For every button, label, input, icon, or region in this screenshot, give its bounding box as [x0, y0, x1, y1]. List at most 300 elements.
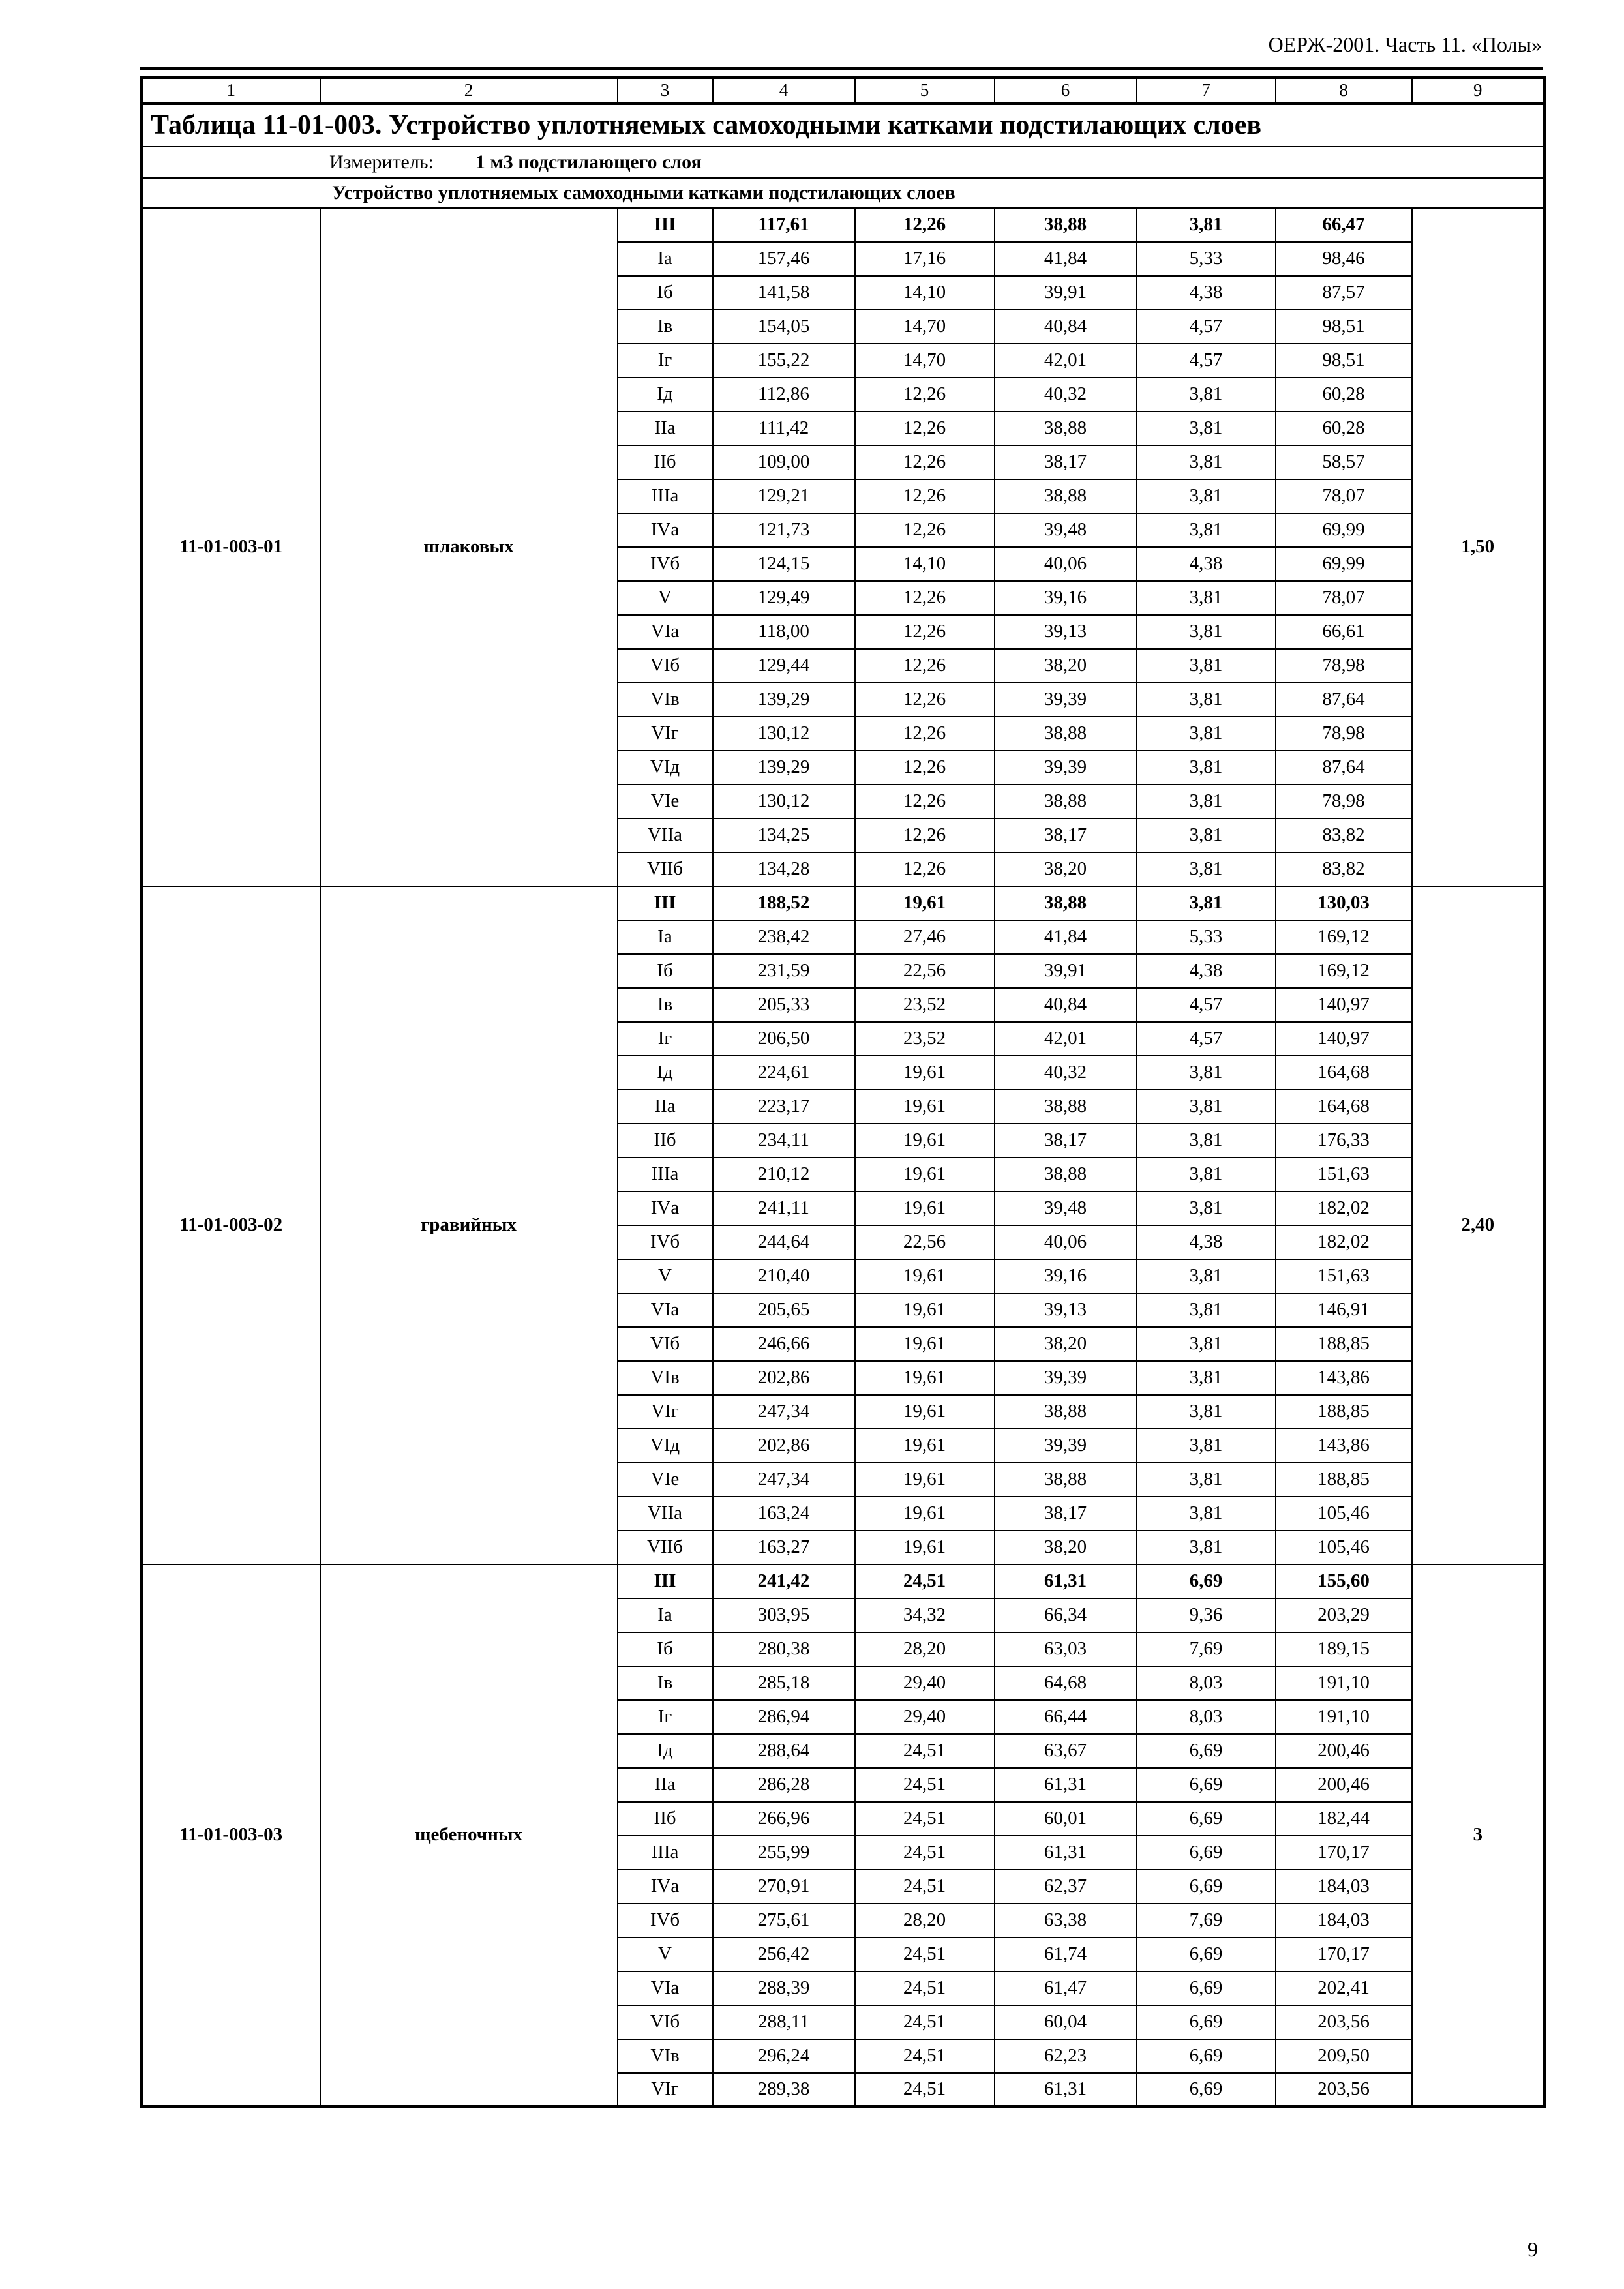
value-cell: 205,65	[713, 1293, 855, 1327]
zone-cell: IIб	[618, 445, 713, 479]
value-cell: 87,64	[1276, 683, 1412, 717]
value-cell: 170,17	[1276, 1836, 1412, 1870]
value-cell: 151,63	[1276, 1158, 1412, 1191]
norms-table	[140, 76, 1546, 2108]
value-cell: 19,61	[855, 1124, 995, 1158]
value-cell: 27,46	[855, 920, 995, 954]
value-cell: 3,81	[1137, 1124, 1276, 1158]
zone-cell: V	[618, 581, 713, 615]
value-cell: 202,86	[713, 1429, 855, 1463]
value-cell: 3,81	[1137, 852, 1276, 886]
value-cell: 40,32	[995, 1056, 1137, 1090]
value-cell: 60,01	[995, 1802, 1137, 1836]
value-cell: 41,84	[995, 242, 1137, 276]
value-cell: 39,91	[995, 954, 1137, 988]
value-cell: 38,88	[995, 479, 1137, 513]
value-cell: 78,98	[1276, 649, 1412, 683]
value-cell: 143,86	[1276, 1429, 1412, 1463]
value-cell: 12,26	[855, 818, 995, 852]
value-cell: 191,10	[1276, 1666, 1412, 1700]
column-number: 3	[618, 78, 713, 104]
column-number: 7	[1137, 78, 1276, 104]
value-cell: 238,42	[713, 920, 855, 954]
value-cell: 12,26	[855, 852, 995, 886]
value-cell: 129,49	[713, 581, 855, 615]
page-number: 9	[1527, 2237, 1538, 2261]
value-cell: 203,29	[1276, 1598, 1412, 1632]
value-cell: 14,10	[855, 276, 995, 310]
value-cell: 69,99	[1276, 513, 1412, 547]
value-cell: 22,56	[855, 1225, 995, 1259]
value-cell: 12,26	[855, 411, 995, 445]
value-cell: 4,38	[1137, 547, 1276, 581]
value-cell: 6,69	[1137, 1802, 1276, 1836]
value-cell: 288,39	[713, 1971, 855, 2005]
value-cell: 38,17	[995, 818, 1137, 852]
value-cell: 202,86	[713, 1361, 855, 1395]
table-row	[142, 208, 1545, 242]
value-cell: 40,06	[995, 1225, 1137, 1259]
value-cell: 170,17	[1276, 1937, 1412, 1971]
factor-cell: 3	[1412, 1564, 1545, 2107]
value-cell: 12,26	[855, 649, 995, 683]
value-cell: 3,81	[1137, 683, 1276, 717]
zone-cell: Iа	[618, 242, 713, 276]
value-cell: 40,32	[995, 378, 1137, 411]
value-cell: 109,00	[713, 445, 855, 479]
zone-cell: Iв	[618, 988, 713, 1022]
value-cell: 19,61	[855, 1259, 995, 1293]
value-cell: 24,51	[855, 2039, 995, 2073]
zone-cell: IVа	[618, 1870, 713, 1904]
value-cell: 34,32	[855, 1598, 995, 1632]
section-header: Устройство уплотняемых самоходными катками подстилающих слоев	[142, 178, 1545, 208]
value-cell: 24,51	[855, 1564, 995, 1598]
zone-cell: VIIб	[618, 852, 713, 886]
value-cell: 130,12	[713, 785, 855, 818]
value-cell: 3,81	[1137, 1361, 1276, 1395]
zone-cell: VIг	[618, 717, 713, 751]
column-numbers-row	[142, 78, 1545, 104]
value-cell: 12,26	[855, 751, 995, 785]
value-cell: 61,31	[995, 2073, 1137, 2107]
zone-cell: Iа	[618, 1598, 713, 1632]
value-cell: 66,47	[1276, 208, 1412, 242]
value-cell: 209,50	[1276, 2039, 1412, 2073]
value-cell: 3,81	[1137, 479, 1276, 513]
value-cell: 12,26	[855, 513, 995, 547]
value-cell: 24,51	[855, 1734, 995, 1768]
value-cell: 61,31	[995, 1836, 1137, 1870]
value-cell: 61,74	[995, 1937, 1137, 1971]
value-cell: 256,42	[713, 1937, 855, 1971]
value-cell: 3,81	[1137, 615, 1276, 649]
value-cell: 223,17	[713, 1090, 855, 1124]
value-cell: 275,61	[713, 1904, 855, 1937]
zone-cell: IIб	[618, 1802, 713, 1836]
value-cell: 169,12	[1276, 920, 1412, 954]
value-cell: 38,88	[995, 886, 1137, 920]
value-cell: 62,23	[995, 2039, 1137, 2073]
value-cell: 78,07	[1276, 479, 1412, 513]
value-cell: 6,69	[1137, 2073, 1276, 2107]
zone-cell: IIб	[618, 1124, 713, 1158]
zone-cell: IVа	[618, 513, 713, 547]
value-cell: 3,81	[1137, 513, 1276, 547]
value-cell: 176,33	[1276, 1124, 1412, 1158]
value-cell: 66,44	[995, 1700, 1137, 1734]
value-cell: 286,28	[713, 1768, 855, 1802]
zone-cell: Iв	[618, 1666, 713, 1700]
value-cell: 191,10	[1276, 1700, 1412, 1734]
value-cell: 200,46	[1276, 1734, 1412, 1768]
value-cell: 12,26	[855, 445, 995, 479]
value-cell: 111,42	[713, 411, 855, 445]
value-cell: 117,61	[713, 208, 855, 242]
value-cell: 38,88	[995, 1158, 1137, 1191]
value-cell: 6,69	[1137, 1768, 1276, 1802]
value-cell: 38,20	[995, 649, 1137, 683]
value-cell: 39,39	[995, 683, 1137, 717]
value-cell: 66,61	[1276, 615, 1412, 649]
value-cell: 246,66	[713, 1327, 855, 1361]
value-cell: 24,51	[855, 2005, 995, 2039]
value-cell: 188,85	[1276, 1463, 1412, 1497]
zone-cell: IIIа	[618, 479, 713, 513]
zone-cell: VIа	[618, 615, 713, 649]
value-cell: 105,46	[1276, 1531, 1412, 1564]
zone-cell: VIе	[618, 785, 713, 818]
value-cell: 39,16	[995, 581, 1137, 615]
value-cell: 12,26	[855, 785, 995, 818]
value-cell: 3,81	[1137, 1395, 1276, 1429]
measure-value: 1 м3 подстилающего слоя	[475, 151, 702, 173]
zone-cell: VIIб	[618, 1531, 713, 1564]
value-cell: 154,05	[713, 310, 855, 344]
value-cell: 38,88	[995, 717, 1137, 751]
measure-label: Измеритель:	[329, 151, 434, 173]
value-cell: 39,91	[995, 276, 1137, 310]
value-cell: 163,24	[713, 1497, 855, 1531]
value-cell: 200,46	[1276, 1768, 1412, 1802]
value-cell: 61,47	[995, 1971, 1137, 2005]
norm-code: 11-01-003-02	[142, 886, 320, 1564]
norm-name: гравийных	[320, 886, 618, 1564]
value-cell: 189,15	[1276, 1632, 1412, 1666]
zone-cell: VIг	[618, 2073, 713, 2107]
zone-cell: IIIа	[618, 1158, 713, 1191]
value-cell: 134,25	[713, 818, 855, 852]
value-cell: 3,81	[1137, 785, 1276, 818]
value-cell: 28,20	[855, 1904, 995, 1937]
value-cell: 6,69	[1137, 2039, 1276, 2073]
value-cell: 184,03	[1276, 1870, 1412, 1904]
value-cell: 6,69	[1137, 1734, 1276, 1768]
value-cell: 38,88	[995, 785, 1137, 818]
table-title-row	[142, 104, 1545, 147]
value-cell: 129,44	[713, 649, 855, 683]
value-cell: 182,02	[1276, 1191, 1412, 1225]
zone-cell: VIб	[618, 649, 713, 683]
measure-row	[142, 147, 1545, 178]
value-cell: 241,42	[713, 1564, 855, 1598]
value-cell: 29,40	[855, 1700, 995, 1734]
value-cell: 12,26	[855, 717, 995, 751]
value-cell: 78,98	[1276, 785, 1412, 818]
value-cell: 3,81	[1137, 1497, 1276, 1531]
value-cell: 78,07	[1276, 581, 1412, 615]
value-cell: 14,70	[855, 310, 995, 344]
value-cell: 87,57	[1276, 276, 1412, 310]
value-cell: 6,69	[1137, 1870, 1276, 1904]
value-cell: 24,51	[855, 1836, 995, 1870]
value-cell: 288,64	[713, 1734, 855, 1768]
column-number: 2	[320, 78, 618, 104]
value-cell: 38,17	[995, 1497, 1137, 1531]
value-cell: 6,69	[1137, 2005, 1276, 2039]
value-cell: 19,61	[855, 1395, 995, 1429]
value-cell: 98,51	[1276, 344, 1412, 378]
value-cell: 5,33	[1137, 920, 1276, 954]
value-cell: 164,68	[1276, 1056, 1412, 1090]
zone-cell: Iа	[618, 920, 713, 954]
value-cell: 19,61	[855, 886, 995, 920]
value-cell: 140,97	[1276, 1022, 1412, 1056]
value-cell: 5,33	[1137, 242, 1276, 276]
value-cell: 42,01	[995, 344, 1137, 378]
zone-cell: V	[618, 1259, 713, 1293]
value-cell: 64,68	[995, 1666, 1137, 1700]
value-cell: 143,86	[1276, 1361, 1412, 1395]
value-cell: 247,34	[713, 1463, 855, 1497]
value-cell: 14,10	[855, 547, 995, 581]
value-cell: 164,68	[1276, 1090, 1412, 1124]
value-cell: 112,86	[713, 378, 855, 411]
zone-cell: VIб	[618, 2005, 713, 2039]
value-cell: 9,36	[1137, 1598, 1276, 1632]
value-cell: 98,46	[1276, 242, 1412, 276]
value-cell: 118,00	[713, 615, 855, 649]
value-cell: 210,12	[713, 1158, 855, 1191]
value-cell: 58,57	[1276, 445, 1412, 479]
value-cell: 6,69	[1137, 1564, 1276, 1598]
value-cell: 188,85	[1276, 1327, 1412, 1361]
value-cell: 40,84	[995, 988, 1137, 1022]
factor-cell: 2,40	[1412, 886, 1545, 1564]
value-cell: 3,81	[1137, 1463, 1276, 1497]
value-cell: 203,56	[1276, 2005, 1412, 2039]
value-cell: 139,29	[713, 683, 855, 717]
zone-cell: VIв	[618, 683, 713, 717]
value-cell: 63,03	[995, 1632, 1137, 1666]
value-cell: 270,91	[713, 1870, 855, 1904]
value-cell: 155,60	[1276, 1564, 1412, 1598]
value-cell: 124,15	[713, 547, 855, 581]
value-cell: 3,81	[1137, 1327, 1276, 1361]
value-cell: 3,81	[1137, 1090, 1276, 1124]
value-cell: 38,17	[995, 1124, 1137, 1158]
value-cell: 163,27	[713, 1531, 855, 1564]
value-cell: 61,31	[995, 1768, 1137, 1802]
zone-cell: VIд	[618, 1429, 713, 1463]
zone-cell: V	[618, 1937, 713, 1971]
zone-cell: Iд	[618, 378, 713, 411]
table-row	[142, 1564, 1545, 1598]
value-cell: 151,63	[1276, 1259, 1412, 1293]
value-cell: 3,81	[1137, 1259, 1276, 1293]
value-cell: 6,69	[1137, 1836, 1276, 1870]
zone-cell: VIв	[618, 1361, 713, 1395]
zone-cell: IVа	[618, 1191, 713, 1225]
value-cell: 3,81	[1137, 445, 1276, 479]
value-cell: 39,13	[995, 615, 1137, 649]
value-cell: 224,61	[713, 1056, 855, 1090]
value-cell: 60,28	[1276, 411, 1412, 445]
zone-cell: VIв	[618, 2039, 713, 2073]
value-cell: 4,57	[1137, 988, 1276, 1022]
norm-code: 11-01-003-03	[142, 1564, 320, 2107]
value-cell: 188,52	[713, 886, 855, 920]
value-cell: 24,51	[855, 1870, 995, 1904]
value-cell: 24,51	[855, 1937, 995, 1971]
zone-cell: IIа	[618, 1768, 713, 1802]
value-cell: 12,26	[855, 479, 995, 513]
value-cell: 205,33	[713, 988, 855, 1022]
value-cell: 280,38	[713, 1632, 855, 1666]
value-cell: 60,04	[995, 2005, 1137, 2039]
value-cell: 121,73	[713, 513, 855, 547]
zone-cell: VIг	[618, 1395, 713, 1429]
value-cell: 7,69	[1137, 1904, 1276, 1937]
value-cell: 7,69	[1137, 1632, 1276, 1666]
value-cell: 19,61	[855, 1293, 995, 1327]
value-cell: 39,16	[995, 1259, 1137, 1293]
value-cell: 12,26	[855, 615, 995, 649]
value-cell: 3,81	[1137, 717, 1276, 751]
norm-name: шлаковых	[320, 208, 618, 886]
value-cell: 19,61	[855, 1531, 995, 1564]
value-cell: 146,91	[1276, 1293, 1412, 1327]
value-cell: 244,64	[713, 1225, 855, 1259]
value-cell: 286,94	[713, 1700, 855, 1734]
column-number: 6	[995, 78, 1137, 104]
column-number: 5	[855, 78, 995, 104]
value-cell: 39,13	[995, 1293, 1137, 1327]
value-cell: 203,56	[1276, 2073, 1412, 2107]
value-cell: 19,61	[855, 1463, 995, 1497]
value-cell: 3,81	[1137, 1531, 1276, 1564]
value-cell: 3,81	[1137, 1293, 1276, 1327]
value-cell: 12,26	[855, 581, 995, 615]
column-number: 1	[142, 78, 320, 104]
measure-cell	[142, 147, 1545, 178]
value-cell: 3,81	[1137, 208, 1276, 242]
value-cell: 63,67	[995, 1734, 1137, 1768]
value-cell: 3,81	[1137, 581, 1276, 615]
value-cell: 14,70	[855, 344, 995, 378]
value-cell: 255,99	[713, 1836, 855, 1870]
value-cell: 98,51	[1276, 310, 1412, 344]
value-cell: 3,81	[1137, 886, 1276, 920]
zone-cell: VIа	[618, 1971, 713, 2005]
value-cell: 38,20	[995, 1327, 1137, 1361]
table-row	[142, 886, 1545, 920]
value-cell: 24,51	[855, 1971, 995, 2005]
value-cell: 130,12	[713, 717, 855, 751]
zone-cell: Iб	[618, 276, 713, 310]
zone-cell: VIIа	[618, 818, 713, 852]
value-cell: 83,82	[1276, 852, 1412, 886]
value-cell: 4,57	[1137, 344, 1276, 378]
zone-cell: Iв	[618, 310, 713, 344]
value-cell: 141,58	[713, 276, 855, 310]
value-cell: 24,51	[855, 1768, 995, 1802]
value-cell: 62,37	[995, 1870, 1137, 1904]
value-cell: 4,38	[1137, 276, 1276, 310]
value-cell: 60,28	[1276, 378, 1412, 411]
value-cell: 3,81	[1137, 1056, 1276, 1090]
value-cell: 303,95	[713, 1598, 855, 1632]
zone-cell: Iг	[618, 1022, 713, 1056]
value-cell: 38,17	[995, 445, 1137, 479]
value-cell: 288,11	[713, 2005, 855, 2039]
value-cell: 206,50	[713, 1022, 855, 1056]
value-cell: 285,18	[713, 1666, 855, 1700]
value-cell: 157,46	[713, 242, 855, 276]
value-cell: 19,61	[855, 1497, 995, 1531]
value-cell: 38,20	[995, 1531, 1137, 1564]
value-cell: 39,48	[995, 1191, 1137, 1225]
value-cell: 40,06	[995, 547, 1137, 581]
zone-cell: Iг	[618, 1700, 713, 1734]
zone-cell: VIIа	[618, 1497, 713, 1531]
value-cell: 231,59	[713, 954, 855, 988]
zone-cell: VIе	[618, 1463, 713, 1497]
zone-cell: VIд	[618, 751, 713, 785]
value-cell: 296,24	[713, 2039, 855, 2073]
value-cell: 3,81	[1137, 411, 1276, 445]
column-number: 4	[713, 78, 855, 104]
value-cell: 19,61	[855, 1158, 995, 1191]
value-cell: 234,11	[713, 1124, 855, 1158]
value-cell: 3,81	[1137, 1429, 1276, 1463]
value-cell: 182,02	[1276, 1225, 1412, 1259]
value-cell: 19,61	[855, 1429, 995, 1463]
value-cell: 210,40	[713, 1259, 855, 1293]
value-cell: 184,03	[1276, 1904, 1412, 1937]
running-header: ОЕРЖ-2001. Часть 11. «Полы»	[1268, 33, 1542, 56]
value-cell: 42,01	[995, 1022, 1137, 1056]
value-cell: 12,26	[855, 683, 995, 717]
zone-cell: Iб	[618, 1632, 713, 1666]
value-cell: 241,11	[713, 1191, 855, 1225]
value-cell: 38,88	[995, 1463, 1137, 1497]
value-cell: 63,38	[995, 1904, 1137, 1937]
value-cell: 66,34	[995, 1598, 1137, 1632]
zone-cell: Iд	[618, 1056, 713, 1090]
value-cell: 24,51	[855, 2073, 995, 2107]
value-cell: 182,44	[1276, 1802, 1412, 1836]
value-cell: 38,20	[995, 852, 1137, 886]
value-cell: 3,81	[1137, 818, 1276, 852]
value-cell: 19,61	[855, 1090, 995, 1124]
value-cell: 12,26	[855, 208, 995, 242]
zone-cell: Iб	[618, 954, 713, 988]
zone-cell: IVб	[618, 1904, 713, 1937]
value-cell: 6,69	[1137, 1937, 1276, 1971]
value-cell: 12,26	[855, 378, 995, 411]
value-cell: 69,99	[1276, 547, 1412, 581]
